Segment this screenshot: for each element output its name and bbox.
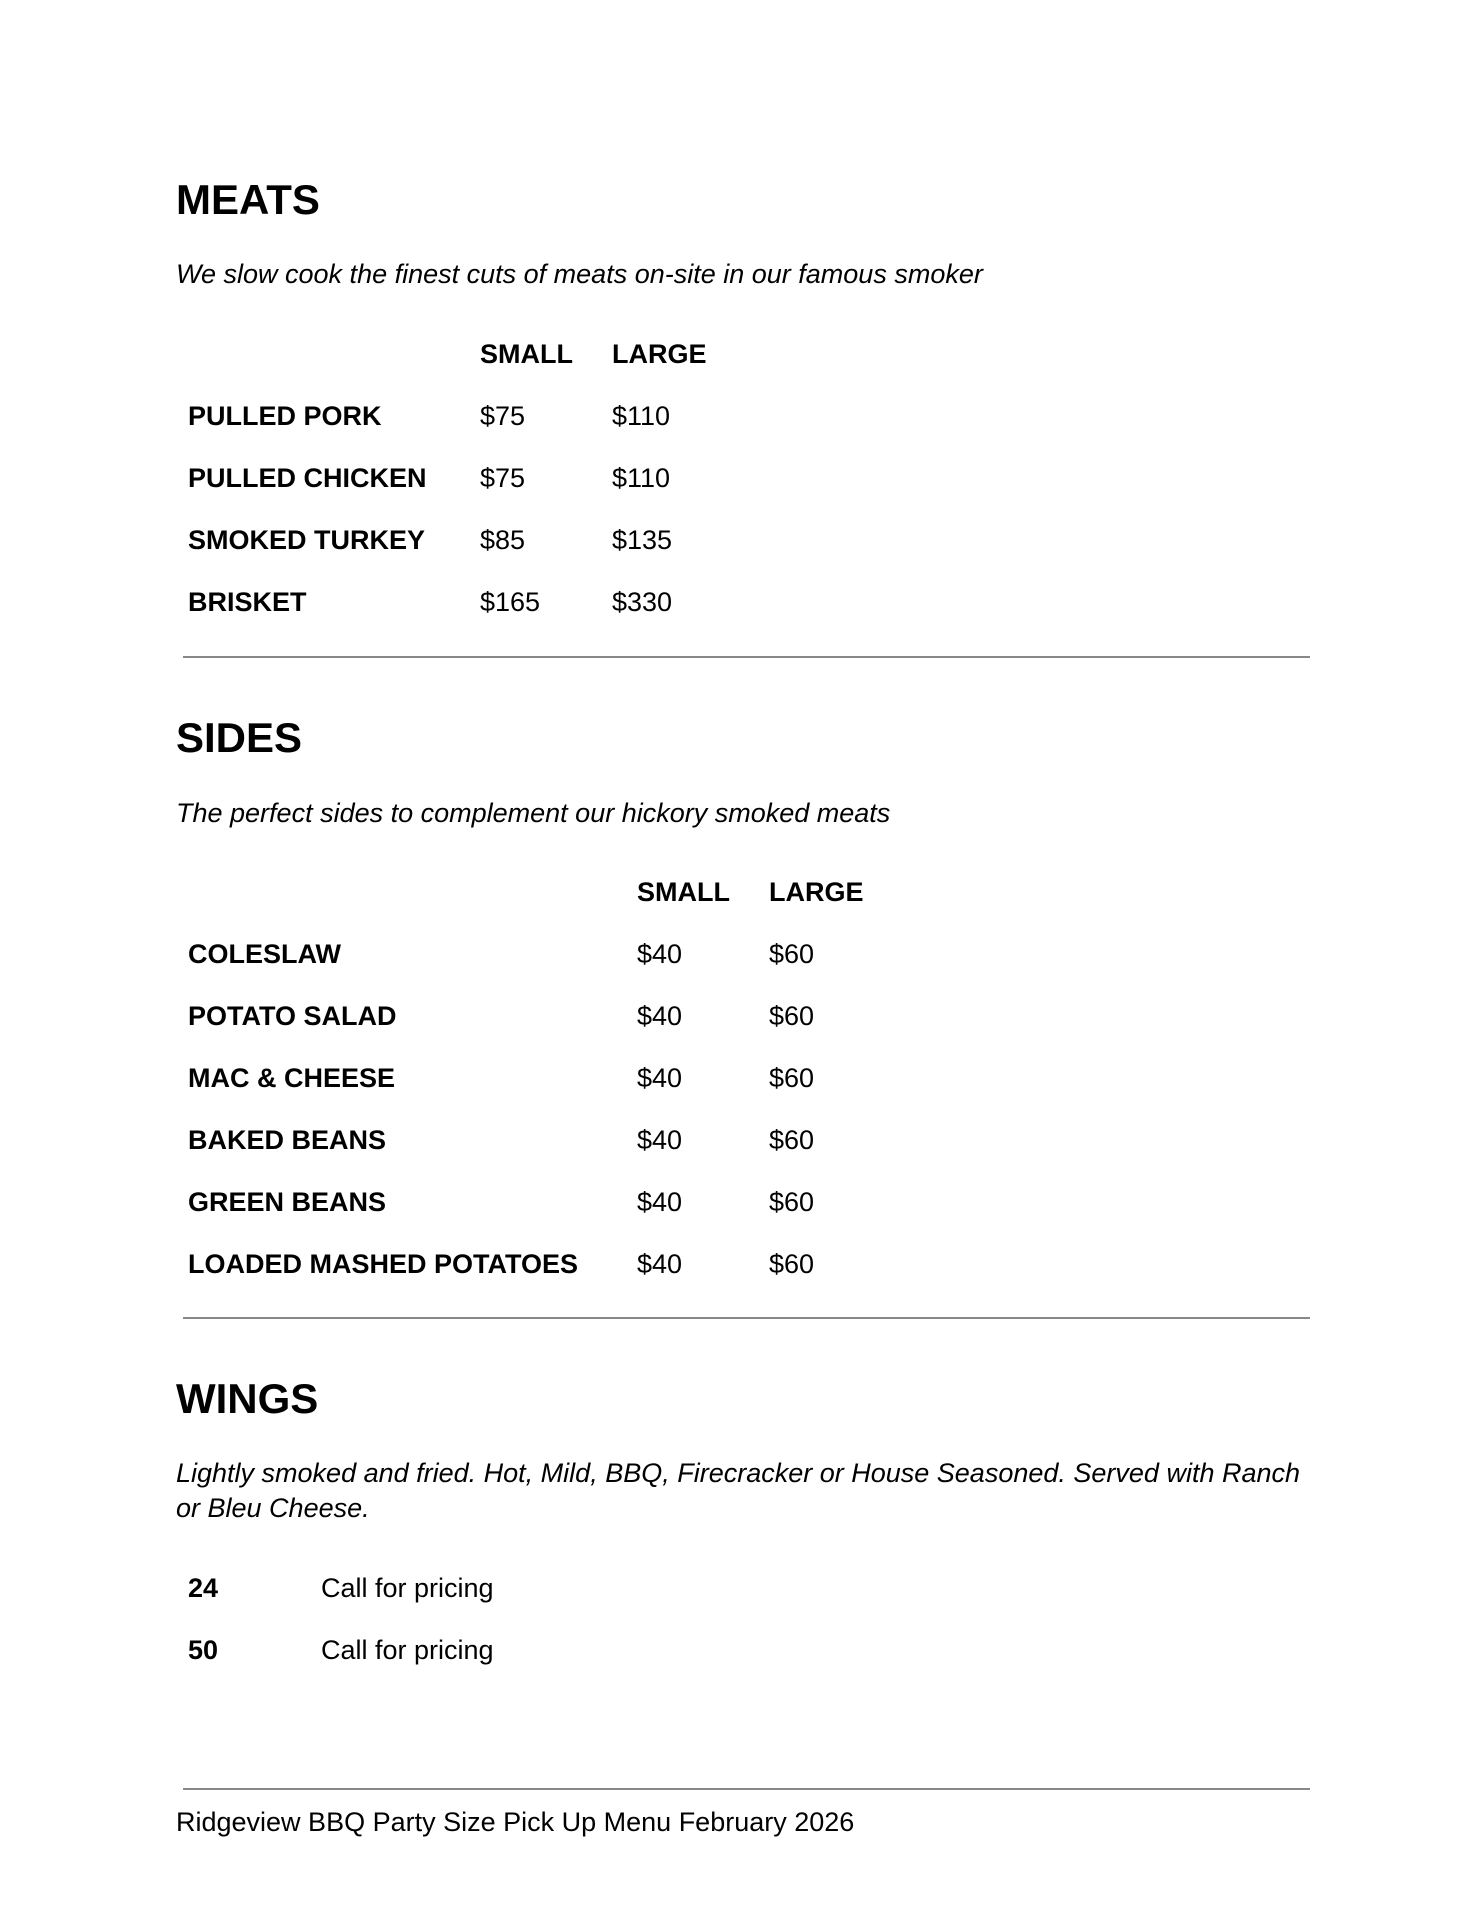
meats-description: We slow cook the finest cuts of meats on-site in our famous smoker xyxy=(176,259,983,289)
meats-item-small-price: $85 xyxy=(480,525,526,555)
sides-item-large-price: $60 xyxy=(769,1001,815,1031)
meats-col-large: LARGE xyxy=(612,339,707,369)
footer-text: Ridgeview BBQ Party Size Pick Up Menu February 2026 xyxy=(176,1807,855,1837)
sides-item-small-price: $40 xyxy=(637,1187,683,1217)
meats-col-small: SMALL xyxy=(480,339,573,369)
meats-heading: MEATS xyxy=(176,176,320,223)
meats-item-small-price: $75 xyxy=(480,401,526,431)
sides-item-name: LOADED MASHED POTATOES xyxy=(188,1249,579,1279)
sides-item-name: MAC & CHEESE xyxy=(188,1063,396,1093)
meats-item-large-price: $330 xyxy=(612,587,673,617)
sides-item-name: BAKED BEANS xyxy=(188,1125,387,1155)
footer-divider xyxy=(183,1788,1310,1790)
sides-description: The perfect sides to complement our hickory smoked meats xyxy=(176,798,891,828)
sides-item-name: COLESLAW xyxy=(188,939,341,969)
sides-item-small-price: $40 xyxy=(637,1125,683,1155)
wings-price: Call for pricing xyxy=(321,1573,494,1603)
sides-heading: SIDES xyxy=(176,714,303,761)
meats-divider xyxy=(183,656,1310,658)
sides-item-large-price: $60 xyxy=(769,1063,815,1093)
meats-item-name: PULLED PORK xyxy=(188,401,382,431)
sides-item-name: GREEN BEANS xyxy=(188,1187,387,1217)
wings-count: 50 xyxy=(188,1635,219,1665)
wings-description: Lightly smoked and fried. Hot, Mild, BBQ, Firecracker or House Seasoned. Served with Ranch or Bleu Cheese. xyxy=(176,1458,1301,1523)
sides-item-small-price: $40 xyxy=(637,939,683,969)
sides-col-small: SMALL xyxy=(637,877,730,907)
sides-item-large-price: $60 xyxy=(769,1125,815,1155)
meats-item-large-price: $110 xyxy=(612,401,671,431)
meats-item-small-price: $75 xyxy=(480,463,526,493)
sides-item-large-price: $60 xyxy=(769,1249,815,1279)
sides-item-large-price: $60 xyxy=(769,1187,815,1217)
sides-divider xyxy=(183,1317,1310,1319)
meats-item-name: PULLED CHICKEN xyxy=(188,463,427,493)
wings-heading: WINGS xyxy=(176,1375,319,1422)
sides-item-name: POTATO SALAD xyxy=(188,1001,397,1031)
meats-item-name: BRISKET xyxy=(188,587,307,617)
meats-item-name: SMOKED TURKEY xyxy=(188,525,426,555)
wings-price: Call for pricing xyxy=(321,1635,494,1665)
wings-count: 24 xyxy=(188,1573,219,1603)
meats-item-large-price: $135 xyxy=(612,525,673,555)
sides-item-small-price: $40 xyxy=(637,1063,683,1093)
sides-item-small-price: $40 xyxy=(637,1249,683,1279)
sides-item-small-price: $40 xyxy=(637,1001,683,1031)
sides-item-large-price: $60 xyxy=(769,939,815,969)
sides-col-large: LARGE xyxy=(769,877,864,907)
meats-item-large-price: $110 xyxy=(612,463,671,493)
meats-item-small-price: $165 xyxy=(480,587,541,617)
